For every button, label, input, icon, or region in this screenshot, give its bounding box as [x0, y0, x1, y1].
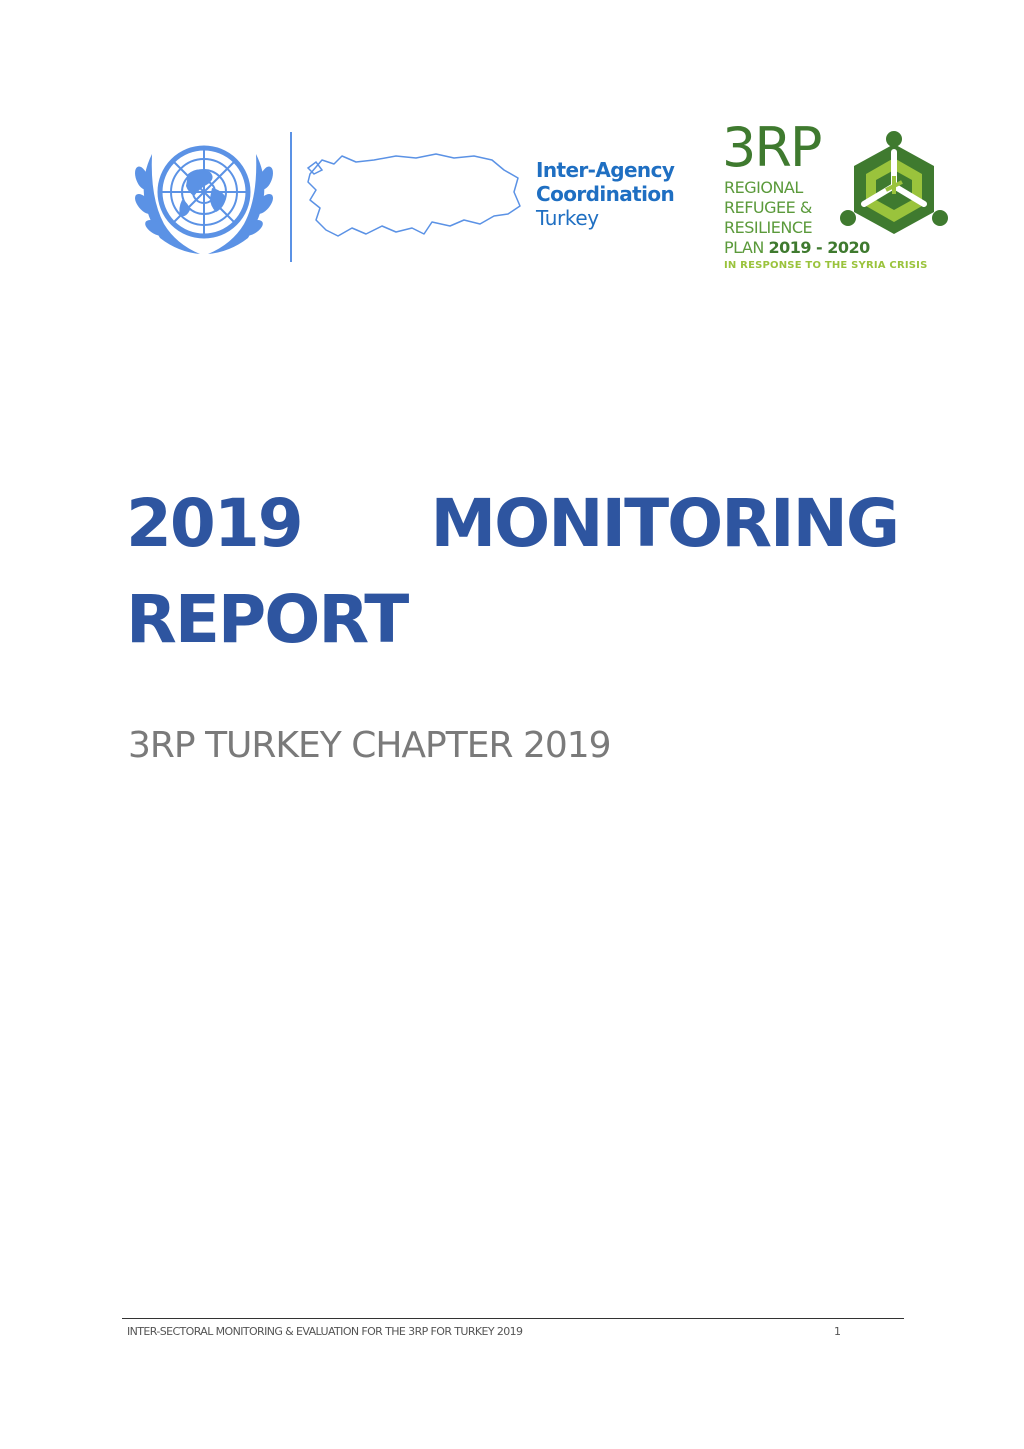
coordination-line-1: Inter-Agency [536, 158, 675, 182]
report-title-year: 2019 [126, 485, 302, 562]
3rp-logo-plan-years: 2019 - 2020 [768, 238, 870, 257]
footer-text: INTER-SECTORAL MONITORING & EVALUATION FOR THE 3RP FOR TURKEY 2019 [127, 1325, 523, 1338]
coordination-line-3: Turkey [536, 206, 599, 230]
3rp-logo-plan-label: PLAN [724, 238, 769, 257]
3rp-hexagon-symbol-icon [838, 130, 950, 246]
3rp-logo-line-1: REGIONAL [724, 178, 803, 197]
report-subtitle: 3RP TURKEY CHAPTER 2019 [128, 725, 611, 766]
report-title-monitoring: MONITORING [430, 485, 898, 562]
footer-divider [122, 1318, 904, 1319]
report-title-report: REPORT [126, 581, 408, 658]
report-title [126, 476, 898, 668]
3rp-logo-line-3: RESILIENCE [724, 218, 813, 237]
report-title-line-1 [126, 476, 898, 572]
logo-divider [290, 132, 292, 262]
page-number: 1 [834, 1325, 841, 1338]
3rp-logo-line-2: REFUGEE & [724, 198, 812, 217]
coordination-logo-text [536, 158, 674, 230]
3rp-logo [722, 116, 954, 276]
coordination-line-2: Coordination [536, 182, 675, 206]
un-emblem-icon [130, 134, 278, 260]
3rp-logo-title: 3RP [722, 116, 821, 179]
3rp-logo-tagline: IN RESPONSE TO THE SYRIA CRISIS [724, 260, 928, 271]
turkey-map-icon [304, 150, 524, 242]
